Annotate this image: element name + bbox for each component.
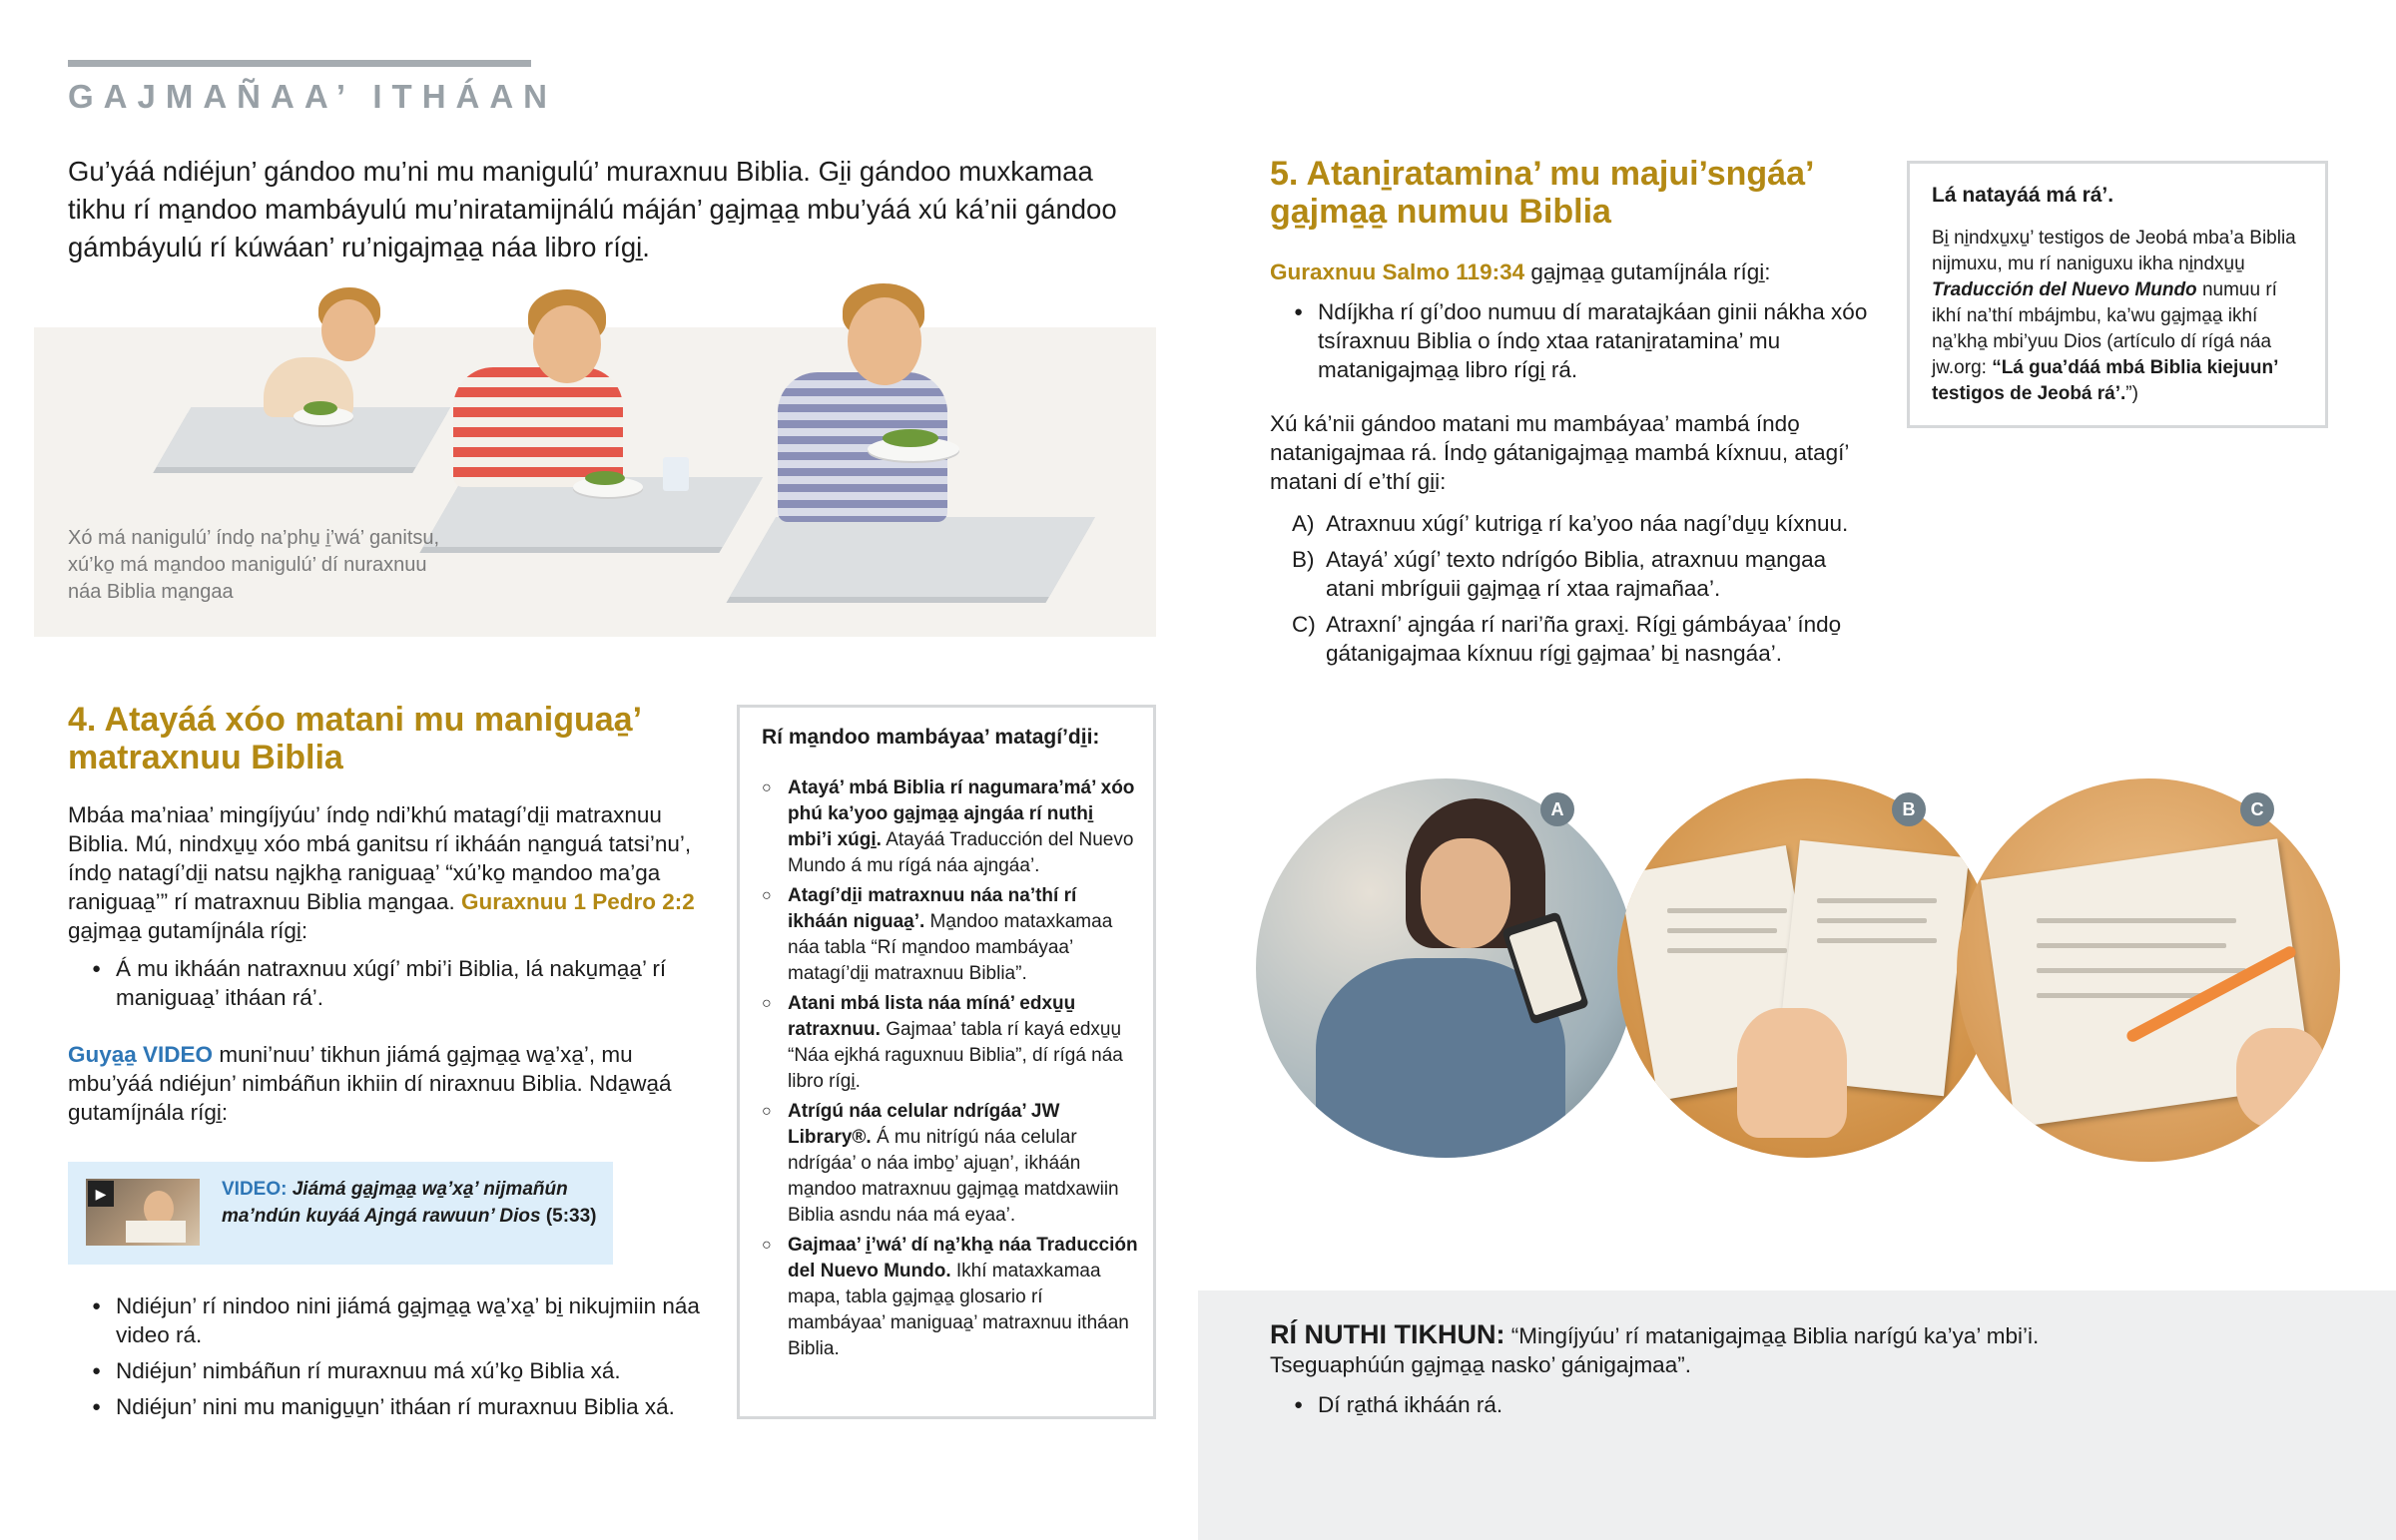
- badge-b: B: [1892, 792, 1926, 826]
- option-text: Atraxnuu xúgí’ kutriga̱ rí ka’yoo náa nagí’du̱u̱ kíxnuu.: [1326, 511, 1849, 536]
- tips-box: [737, 705, 1156, 1419]
- summary-text: [1270, 1320, 2168, 1379]
- option-b: [1270, 545, 1869, 603]
- tip-item: [762, 775, 1141, 879]
- option-letter: C): [1292, 612, 1316, 637]
- tips-list: [762, 775, 1141, 1366]
- article-link[interactable]: “Lá gua’dáá mbá Biblia kiejuun’ testigos de Jeobá rá’.: [1932, 357, 2278, 404]
- book-title: Traducción del Nuevo Mundo: [1932, 279, 2197, 300]
- header-rule: [68, 60, 531, 67]
- glass: [663, 457, 689, 491]
- intro-paragraph: Gu’yáá ndiéjun’ gándoo mu’ni mu manigulú’ muraxnuu Biblia. Gi̱i gándoo muxkamaa tikhu rí ma̱ndoo mambáyulú mu’niratamijnálú máján’ ga̱jma̱a̱ mbu’yáá xú ká’nii gándoo gámbáyulú rí kúwáan’ ru’nigajma̱a̱ náa libro rígi̱.: [68, 156, 1117, 262]
- hand-shape: [1737, 1008, 1847, 1138]
- option-c: [1270, 610, 1869, 668]
- question-item: ● Ndíjkha rí gí’doo numuu dí maratajkáan ginii nákha xóo tsíraxnuu Biblia o índo̱ xtaa ratani̱ratamina’ mu matanigajma̱a̱ libro rígi̱ rá.: [1270, 297, 1869, 384]
- option-a: [1270, 509, 1869, 538]
- video-card[interactable]: [68, 1162, 613, 1265]
- section-5-question-list: [1270, 297, 1869, 384]
- tip-text: Á mu nitrígú náa celular ndrígáa’ o náa imbo̱’ ajua̱n’, ikháán ma̱ndoo matraxnuu ga̱jma̱a̱ matdxawiin Biblia asndu náa má eyaa’.: [788, 1127, 1119, 1226]
- box-text: numuu rí ikhí na’thí mbájmbu, ka’wu ga̱jma̱a̱ ikhí na̱’kha̱ mbi’yuu Dios (artículo dí rígá náa jw.org:: [1932, 279, 2277, 378]
- box-text: Bi̱ ni̱ndxu̱xu̱’ testigos de Jeobá mba’a Biblia nijmuxu, mu rí naniguxu ikha ni̱ndxu̱u̱: [1932, 228, 2296, 274]
- question-item: ● Ndiéjun’ rí nindoo nini jiámá ga̱jma̱a̱ wa̱’xa̱’ bi̱ nikujmiin náa video rá.: [68, 1291, 707, 1349]
- tip-heading: Atagí’di̱i matraxnuu náa na’thí rí ikháán niguaa̱’.: [788, 885, 1077, 932]
- section-4-body: [68, 800, 707, 945]
- hand-shape: [2236, 1028, 2326, 1128]
- section-5-intro-text: ga̱jma̱a̱ gutamíjnála rígi̱:: [1530, 259, 1771, 284]
- tip-text: Ikhí mataxkamaa mapa, tabla ga̱jma̱a̱ glosario rí mambáyaa’ maniguaa̱’ matraxnuu itháan Biblia.: [788, 1261, 1129, 1359]
- video-duration: (5:33): [545, 1206, 597, 1227]
- option-text: Atayá’ xúgí’ texto ndrígóo Biblia, atraxnuu ma̱ngaa atani mbríguii ga̱jma̱a̱ rí xtaa rajmañaa’.: [1326, 547, 1827, 601]
- tip-item: [762, 1099, 1141, 1229]
- section-5-options: [1270, 509, 1869, 675]
- tip-heading: Atayá’ mbá Biblia rí nagumara’má’ xóo phú ka’yoo ga̱jma̱a̱ ajngáa rí nuthi̱ mbi’i xúgi̱.: [788, 777, 1135, 850]
- summary-label: RÍ NUTHI TIKHUN:: [1270, 1319, 1505, 1349]
- question-item: ● Ndiéjun’ nimbáñun rí muraxnuu má xú’ko̱ Biblia xá.: [68, 1356, 707, 1385]
- tips-box-title: Rí ma̱ndoo mambáyaa’ matagí’di̱i:: [762, 726, 1100, 749]
- tip-item: [762, 883, 1141, 987]
- badge-a: A: [1540, 792, 1574, 826]
- tip-text: Gajmaa’ tabla rí kayá edxu̱u̱ “Náa ejkhá raguxnuu Biblia”, dí rígá náa libro rígi̱.: [788, 1019, 1123, 1092]
- video-question-list: [68, 1291, 707, 1428]
- book-shape: [126, 1221, 186, 1243]
- tip-item: [762, 991, 1141, 1095]
- section-4-text: Mbáa ma’niaa’ mingíjyúu’ índo̱ ndi’khú matagí’di̱i matraxnuu Biblia. Mú, nindxu̱u̱ xóo mbá ganitsu rí ikháán na̱nguá tatsi’nu’, índo̱ natagí’di̱i natsu na̱jkha̱ raniguaa̱’ “xú’ko̱ ma̱ndoo ma’ga raniguaa̱’” rí matraxnuu Biblia ma̱ngaa.: [68, 802, 692, 914]
- tip-heading: Atrígú náa celular ndrígáa’ JW Library®.: [788, 1101, 1060, 1148]
- play-icon[interactable]: ▶: [88, 1181, 114, 1207]
- summary-body: “Mingíjyúu’ rí matanigajma̱a̱ Biblia narígú ka’ya’ mbi’i. Tseguaphúún ga̱jma̱a̱ nasko’ gánigajmaa”.: [1270, 1323, 2040, 1377]
- video-intro-text: muni’nuu’ tikhun jiámá ga̱jma̱a̱ wa̱’xa̱’, mu mbu’yáá ndiéjun’ nimbáñun ikhiin dí niraxnuu Biblia. Nda̱wa̱á gutamíjnála rígi̱:: [68, 1042, 672, 1125]
- section-5-paragraph: Xú ká’nii gándoo matani mu mambáyaa’ mambá índo̱ natanigajmaa rá. Índo̱ gátanigajma̱a̱ mambá kíxnuu, atagí’ matani dí e’thí gi̱i:: [1270, 411, 1849, 494]
- video-title: Jiámá ga̱jma̱a̱ wa̱’xa̱’ nijmañún ma’ndún kuyáá Ajngá rawuun’ Dios: [222, 1179, 568, 1227]
- boy-2-body: [453, 367, 623, 487]
- video-intro-label: Guya̱a̱ VIDEO: [68, 1042, 214, 1067]
- illustration-a-reading-phone: [1256, 778, 1635, 1158]
- tip-text: Ma̱ndoo mataxkamaa náa tabla “Rí ma̱ndoo mambáyaa’ matagí’di̱i matraxnuu Biblia”.: [788, 911, 1113, 984]
- illustration-b-reading-bible: [1617, 778, 1997, 1158]
- did-you-know-text: [1932, 226, 2311, 407]
- food-1: [303, 401, 337, 415]
- face-shape: [1421, 838, 1510, 948]
- boy-1-head: [321, 299, 375, 361]
- tip-item: [762, 1233, 1141, 1362]
- section-4-title: 4. Atayáá xóo matani mu maniguaa̱’ matraxnuu Biblia: [68, 701, 641, 776]
- table-3: [730, 517, 1095, 597]
- did-you-know-title: Lá natayáá má rá’.: [1932, 184, 2114, 207]
- scripture-link-1-pedro[interactable]: Guraxnuu 1 Pedro 2:2: [460, 889, 695, 914]
- option-text: Atraxní’ ajngáa rí nari’ña graxi̱. Rígi̱ gámbáyaa’ índo̱ gátanigajmaa kíxnuu rígi̱ ga̱jmaa’ bi̱ nasngáa’.: [1326, 612, 1842, 666]
- video-thumbnail[interactable]: [86, 1179, 200, 1246]
- tip-text: Atayáá Traducción del Nuevo Mundo á mu rígá náa ajngáa’.: [788, 829, 1134, 876]
- food-3: [883, 429, 938, 447]
- tip-heading: Gajmaa’ i̱’wá’ dí na̱’kha̱ náa Traducción del Nuevo Mundo.: [788, 1235, 1138, 1282]
- scripture-link-salmo[interactable]: Guraxnuu Salmo 119:34: [1270, 259, 1525, 284]
- box-text: ”): [2125, 383, 2138, 404]
- video-caption[interactable]: [222, 1176, 601, 1230]
- illustration-caption: Xó má nanigulú’ índo̱ na’phu̱ i̱’wá’ ganitsu, xú’ko̱ má ma̱ndoo manigulú’ dí nuraxnuu náa Biblia ma̱ngaa: [68, 527, 440, 603]
- chapter-title: GAJMAÑAA’ ITHÁAN: [68, 78, 558, 115]
- option-letter: A): [1292, 511, 1315, 536]
- boy-2-head: [533, 305, 601, 383]
- summary-question-list: [1270, 1390, 2168, 1419]
- badge-c: C: [2240, 792, 2274, 826]
- section-5-intro: [1270, 257, 1869, 286]
- did-you-know-box: [1907, 161, 2328, 428]
- food-2: [585, 471, 625, 485]
- option-letter: B): [1292, 547, 1315, 572]
- video-label: VIDEO:: [222, 1179, 288, 1200]
- video-intro: [68, 1040, 707, 1127]
- illustration-c-highlighting: [1957, 778, 2340, 1162]
- summary-panel: [1198, 1290, 2396, 1540]
- question-item: ● Ndiéjun’ nini mu manigu̱u̱n’ itháan rí muraxnuu Biblia xá.: [68, 1392, 707, 1421]
- section-5-title: 5. Atani̱ratamina’ mu majui’sngáa’ ga̱jma̱a̱ numuu Biblia: [1270, 155, 1813, 231]
- tip-heading: Atani mbá lista náa míná’ edxu̱u̱ ratraxnuu.: [788, 993, 1076, 1040]
- section-4-question-list: [68, 954, 707, 1012]
- boy-3-head: [848, 297, 921, 385]
- section-4-question-intro: ga̱jma̱a̱ gutamíjnála rígi̱:: [68, 918, 308, 943]
- question-item: ● Dí ra̱thá ikháán rá.: [1270, 1390, 2168, 1419]
- question-item: ● Á mu ikháán natraxnuu xúgí’ mbi’i Biblia, lá naku̱ma̱a̱’ rí maniguaa̱’ itháan rá’.: [68, 954, 707, 1012]
